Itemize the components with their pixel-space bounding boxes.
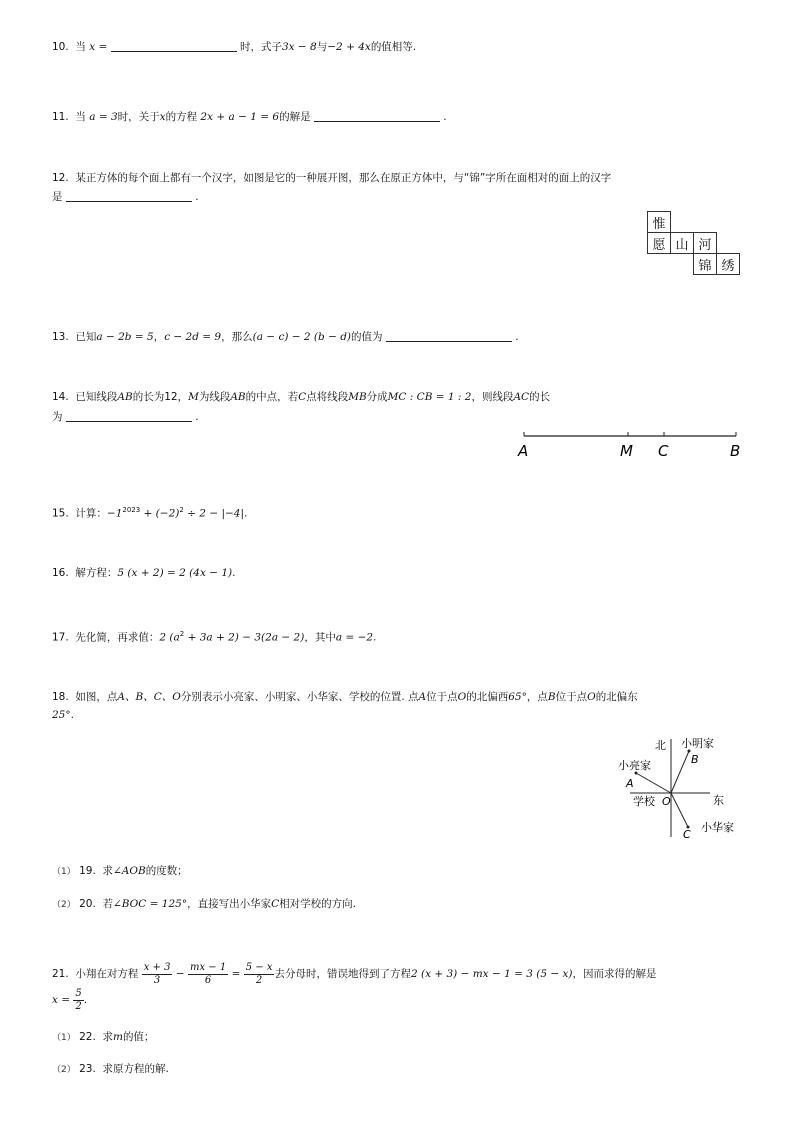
cube-face: 愿 <box>648 233 671 254</box>
label-xiaohua: 小华家 <box>701 821 734 834</box>
fraction: $\frac{mx - 1}{6}$ <box>189 961 227 986</box>
question-12: 12. 某正方体的每个面上都有一个汉字，如图是它的一种展开图，那么在原正方体中，与“锦”字所在面相对的面上的汉字 <box>52 172 612 184</box>
question-20: （2） 20. 若∠BOC = 125°，直接写出小华家C相对学校的方向. <box>52 898 356 910</box>
label-xiaoming: 小明家 <box>681 737 714 750</box>
fraction: $\frac{5}{2}$ <box>75 987 82 1012</box>
fraction: $\frac{x + 3}{3}$ <box>143 961 171 986</box>
answer-blank[interactable] <box>314 111 440 122</box>
label-c: C <box>683 828 691 841</box>
label-xiaoliang: 小亮家 <box>618 759 651 772</box>
direction-diagram <box>610 733 750 843</box>
question-22: （1） 22. 求m的值； <box>52 1031 155 1043</box>
point-label-m: M <box>620 442 633 460</box>
cube-face: 锦 <box>694 254 717 275</box>
ray-oa <box>636 773 671 793</box>
question-19: （1） 19. 求∠AOB的度数； <box>52 865 188 877</box>
question-16: 16. 解方程：5 (x + 2) = 2 (4x − 1). <box>52 567 236 579</box>
label-north: 北 <box>655 739 666 752</box>
question-number: 10. <box>52 41 69 53</box>
label-o: O <box>662 795 671 808</box>
point-label-c: C <box>658 442 669 460</box>
answer-blank[interactable] <box>111 41 237 52</box>
segment-diagram <box>510 428 750 462</box>
cube-face: 绣 <box>717 254 740 275</box>
answer-blank[interactable] <box>386 331 512 342</box>
cube-net <box>647 211 740 275</box>
fraction: $\frac{5 - x}{2}$ <box>245 961 273 986</box>
question-23: （2） 23. 求原方程的解. <box>52 1063 169 1075</box>
question-18: 18. 如图，点A、B、C、O分别表示小亮家、小明家、小华家、学校的位置. 点A位于点O的北偏西65°，点B位于点O的北偏东 <box>52 691 638 703</box>
ray-oc <box>671 793 688 827</box>
question-14-line2: 为 . <box>52 411 199 423</box>
question-12-line2: 是 . <box>52 191 199 203</box>
ray-ob <box>671 751 689 793</box>
question-14: 14. 已知线段AB的长为12，M为线段AB的中点，若C点将线段MB分成MC : CB = 1 : 2，则线段AC的长 <box>52 391 551 403</box>
question-10: 10. 当 x = 时，式子3x − 8与−2 + 4x的值相等. <box>52 41 417 53</box>
question-15: 15. 计算：$-1^{2023} + (-2)^2 \div 2 - |-4|$. <box>52 506 248 520</box>
label-b: B <box>691 753 699 766</box>
question-18-line2: 25°. <box>52 709 74 721</box>
point-label-b: B <box>730 442 741 460</box>
answer-blank[interactable] <box>66 411 192 422</box>
question-17: 17. 先化简，再求值：2 $(a^2 + 3a + 2) - 3(2a - 2)$，其中a = −2. <box>52 630 377 644</box>
question-21: 21. 小翔在对方程 $\frac{x + 3}{3}$ − $\frac{mx - 1}{6}$ = $\frac{5 - x}{2}$ 去分母时，错误地得到了方程2 (x + 3) − mx − 1 = 3 (5 − x)，因而求得的解是 <box>52 961 657 986</box>
cube-face: 河 <box>694 233 717 254</box>
question-13: 13. 已知a − 2b = 5，c − 2d = 9，那么(a − c) − 2 (b − d)的值为 . <box>52 331 519 343</box>
label-a: A <box>626 777 634 790</box>
point-label-a: A <box>518 442 529 460</box>
label-east: 东 <box>713 794 724 807</box>
cube-face: 山 <box>671 233 694 254</box>
label-school: 学校 <box>633 795 655 808</box>
cube-face: 惟 <box>648 212 671 233</box>
question-11: 11. 当 a = 3时，关于x的方程 2x + a − 1 = 6的解是 . <box>52 111 447 123</box>
answer-blank[interactable] <box>66 191 192 202</box>
question-21-line2: x = $\frac{5}{2}$ . <box>52 987 88 1012</box>
